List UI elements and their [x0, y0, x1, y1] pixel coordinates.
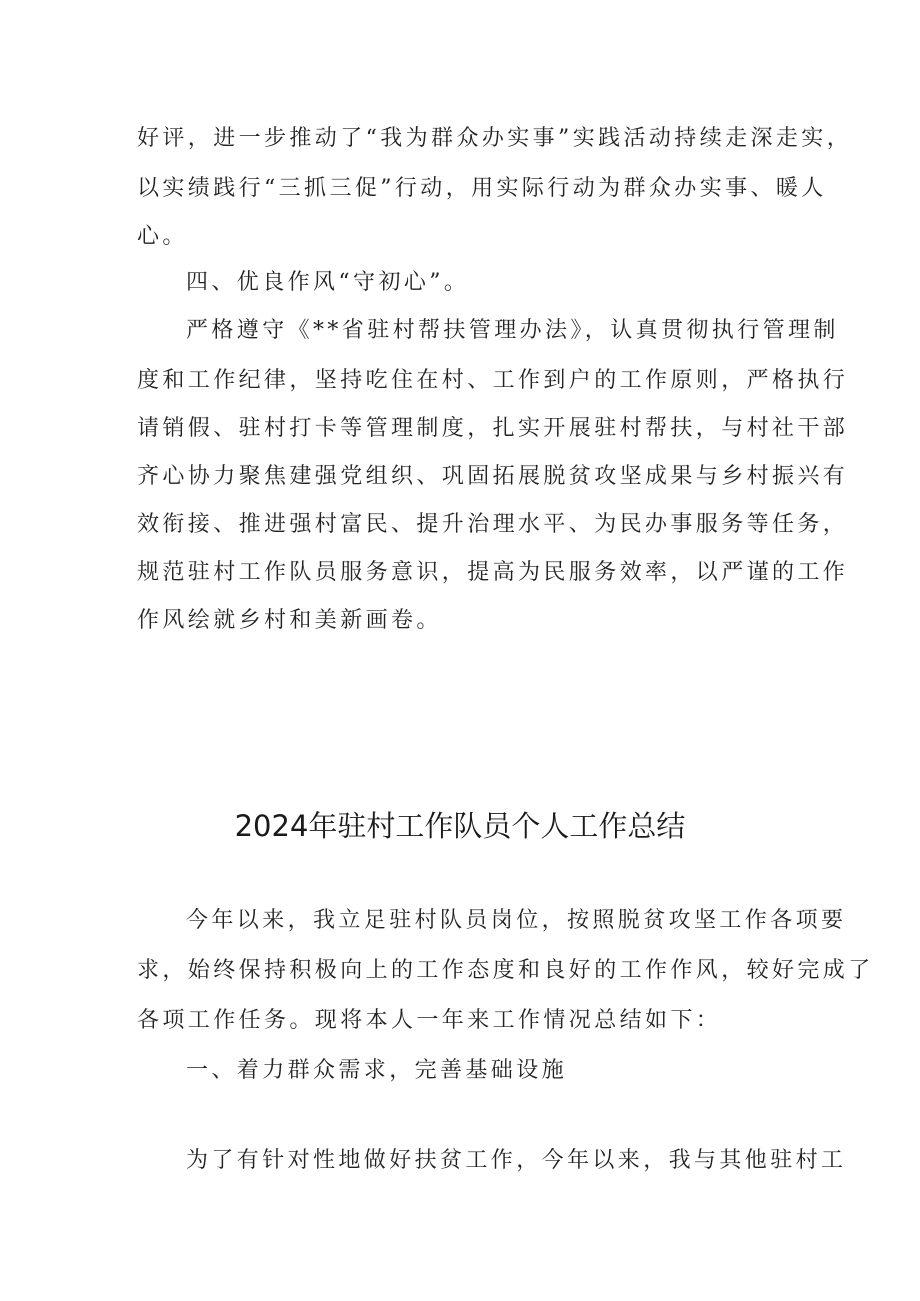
paragraph-line: 请销假、驻村打卡等管理制度，扎实开展驻村帮扶，与村社干部 [137, 416, 849, 441]
paragraph-line: 作风绘就乡村和美新画卷。 [137, 608, 442, 633]
paragraph-line: 好评，进一步推动了“我为群众办实事”实践活动持续走深走实， [137, 126, 853, 151]
paragraph-line: 严格遵守《**省驻村帮扶管理办法》，认真贯彻执行管理制 [186, 318, 839, 343]
paragraph-line: 各项工作任务。现将本人一年来工作情况总结如下： [137, 1008, 722, 1033]
paragraph-line: 效衔接、推进强村富民、提升治理水平、为民办事服务等任务， [137, 512, 849, 537]
paragraph-line: 规范驻村工作队员服务意识，提高为民服务效率，以严谨的工作 [137, 560, 849, 585]
paragraph-line: 今年以来，我立足驻村队员岗位，按照脱贫攻坚工作各项要 [186, 908, 847, 933]
section-heading: 一、着力群众需求，完善基础设施 [186, 1058, 568, 1083]
paragraph-line: 求，始终保持积极向上的工作态度和良好的工作作风，较好完成了 [137, 958, 874, 983]
paragraph-line: 度和工作纪律，坚持吃住在村、工作到户的工作原则，严格执行 [137, 368, 849, 393]
document-title: 2024年驻村工作队员个人工作总结 [234, 809, 686, 843]
paragraph-line: 齐心协力聚焦建强党组织、巩固拓展脱贫攻坚成果与乡村振兴有 [137, 464, 849, 489]
paragraph-line: 以实绩践行“三抓三促”行动，用实际行动为群众办实事、暖人 [137, 176, 827, 201]
section-heading: 四、优良作风“守初心”。 [186, 270, 470, 295]
paragraph-line: 为了有针对性地做好扶贫工作，今年以来，我与其他驻村工 [186, 1148, 847, 1173]
paragraph-line: 心。 [137, 224, 188, 249]
